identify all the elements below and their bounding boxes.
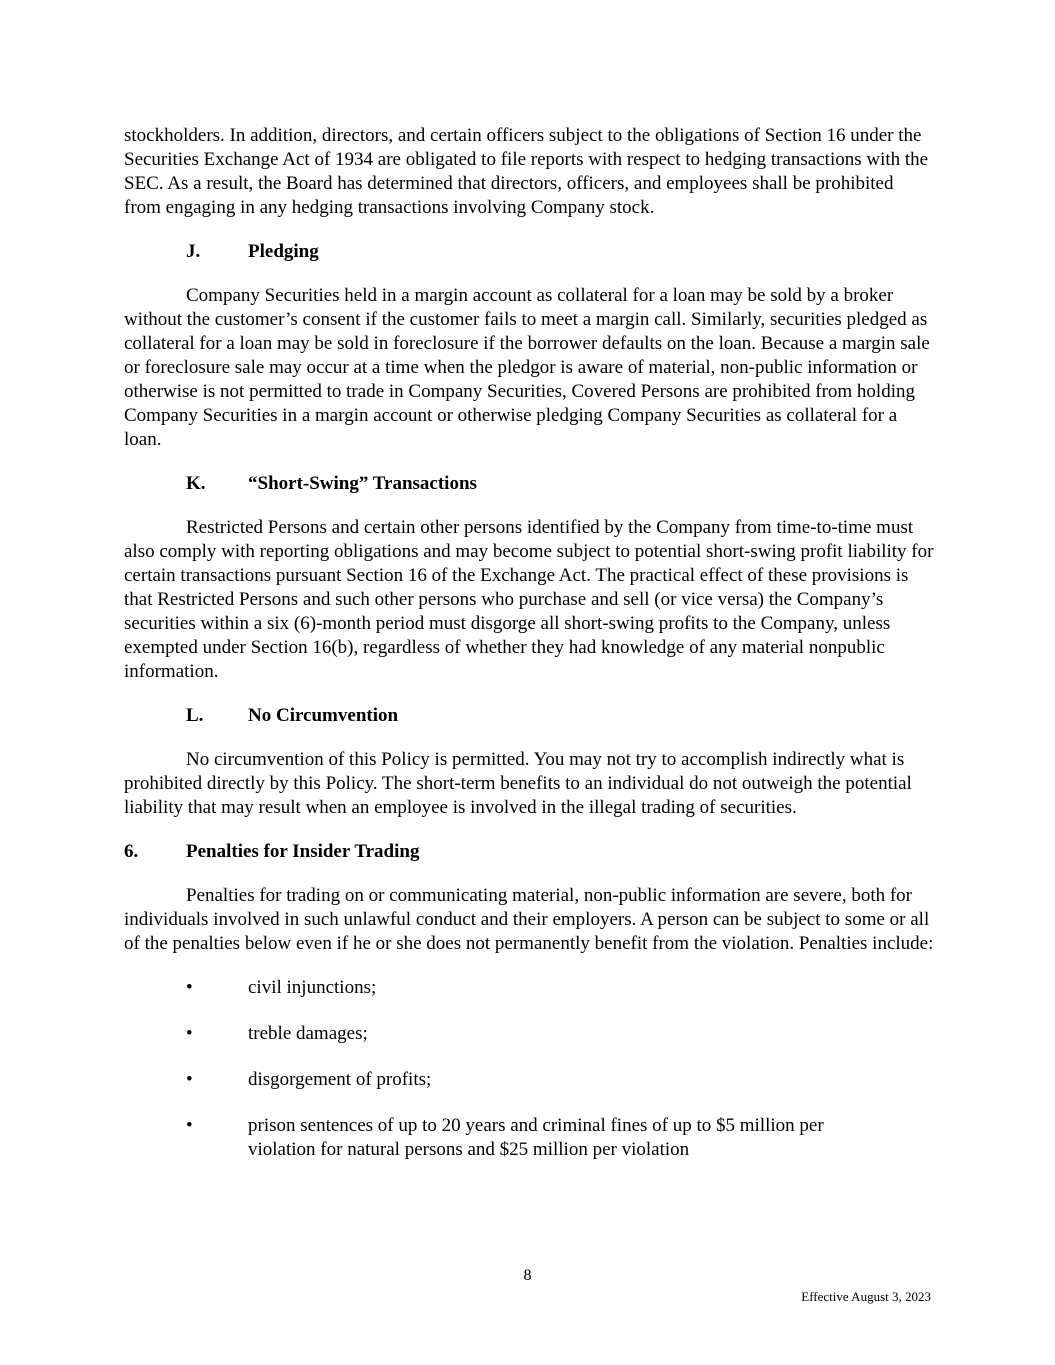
effective-date-footer: Effective August 3, 2023: [801, 1289, 931, 1304]
list-item: [124, 1068, 934, 1092]
list-item: [124, 1022, 934, 1046]
pledging-paragraph: Company Securities held in a margin account as collateral for a loan may be sold by a broker without the customer’s consent if the customer fails to meet a margin call. Similarly, securities pledged as collateral for a loan may be sold in foreclosure if the borrower defaults on the loan. Because a margin sale or foreclosure sale may occur at a time when the pledgor is aware of material, non-public information or otherwise is not permitted to trade in Company Securities, Covered Persons are prohibited from holding Company Securities in a margin account or otherwise pledging Company Securities as collateral for a loan.: [124, 285, 930, 450]
heading-penalties: [124, 840, 934, 864]
heading-title: Penalties for Insider Trading: [186, 841, 420, 862]
circumvention-paragraph: No circumvention of this Policy is permitted. You may not try to accomplish indirectly what is prohibited directly by this Policy. The short-term benefits to an individual do not outweigh the potential liability that may result when an employee is involved in the illegal trading of securities.: [124, 749, 912, 818]
document-page: [124, 124, 934, 1184]
heading-number: L.: [186, 705, 204, 726]
penalties-list: [124, 976, 934, 1162]
heading-number: K.: [186, 473, 206, 494]
bullet-icon: •: [186, 1069, 193, 1090]
heading-title: No Circumvention: [248, 705, 399, 726]
bullet-icon: •: [186, 977, 193, 998]
list-item-text: civil injunctions;: [248, 977, 377, 998]
penalties-paragraph: Penalties for trading on or communicating material, non-public information are severe, both for individuals involved in such unlawful conduct and their employers. A person can be subject to some or all of the penalties below even if he or she does not permanently benefit from the violation. Penalties include:: [124, 885, 934, 954]
list-item-text: disgorgement of profits;: [248, 1069, 432, 1090]
heading-title: “Short-Swing” Transactions: [248, 473, 477, 494]
list-item: [124, 1114, 934, 1162]
heading-number: 6.: [124, 841, 139, 862]
list-item: [124, 976, 934, 1000]
heading-no-circumvention: [124, 704, 934, 728]
heading-short-swing: [124, 472, 934, 496]
heading-pledging: [124, 240, 934, 264]
heading-number: J.: [186, 241, 201, 262]
intro-paragraph: stockholders. In addition, directors, and certain officers subject to the obligations of Section 16 under the Securities Exchange Act of 1934 are obligated to file reports with respect to hedging transactions with the SEC. As a result, the Board has determined that directors, officers, and employees shall be prohibited from engaging in any hedging transactions involving Company stock.: [124, 125, 929, 218]
page-number: 8: [523, 1267, 532, 1284]
list-item-text: treble damages;: [248, 1023, 368, 1044]
short-swing-paragraph: Restricted Persons and certain other persons identified by the Company from time-to-time must also comply with reporting obligations and may become subject to potential short-swing profit liability for certain transactions pursuant Section 16 of the Exchange Act. The practical effect of these provisions is that Restricted Persons and such other persons who purchase and sell (or vice versa) the Company’s securities within a six (6)-month period must disgorge all short-swing profits to the Company, unless exempted under Section 16(b), regardless of whether they had knowledge of any material nonpublic information.: [124, 517, 934, 682]
bullet-icon: •: [186, 1023, 193, 1044]
heading-title: Pledging: [248, 241, 319, 262]
bullet-icon: •: [186, 1115, 193, 1136]
list-item-text: prison sentences of up to 20 years and criminal fines of up to $5 million per violation for natural persons and $25 million per violation: [248, 1115, 824, 1160]
